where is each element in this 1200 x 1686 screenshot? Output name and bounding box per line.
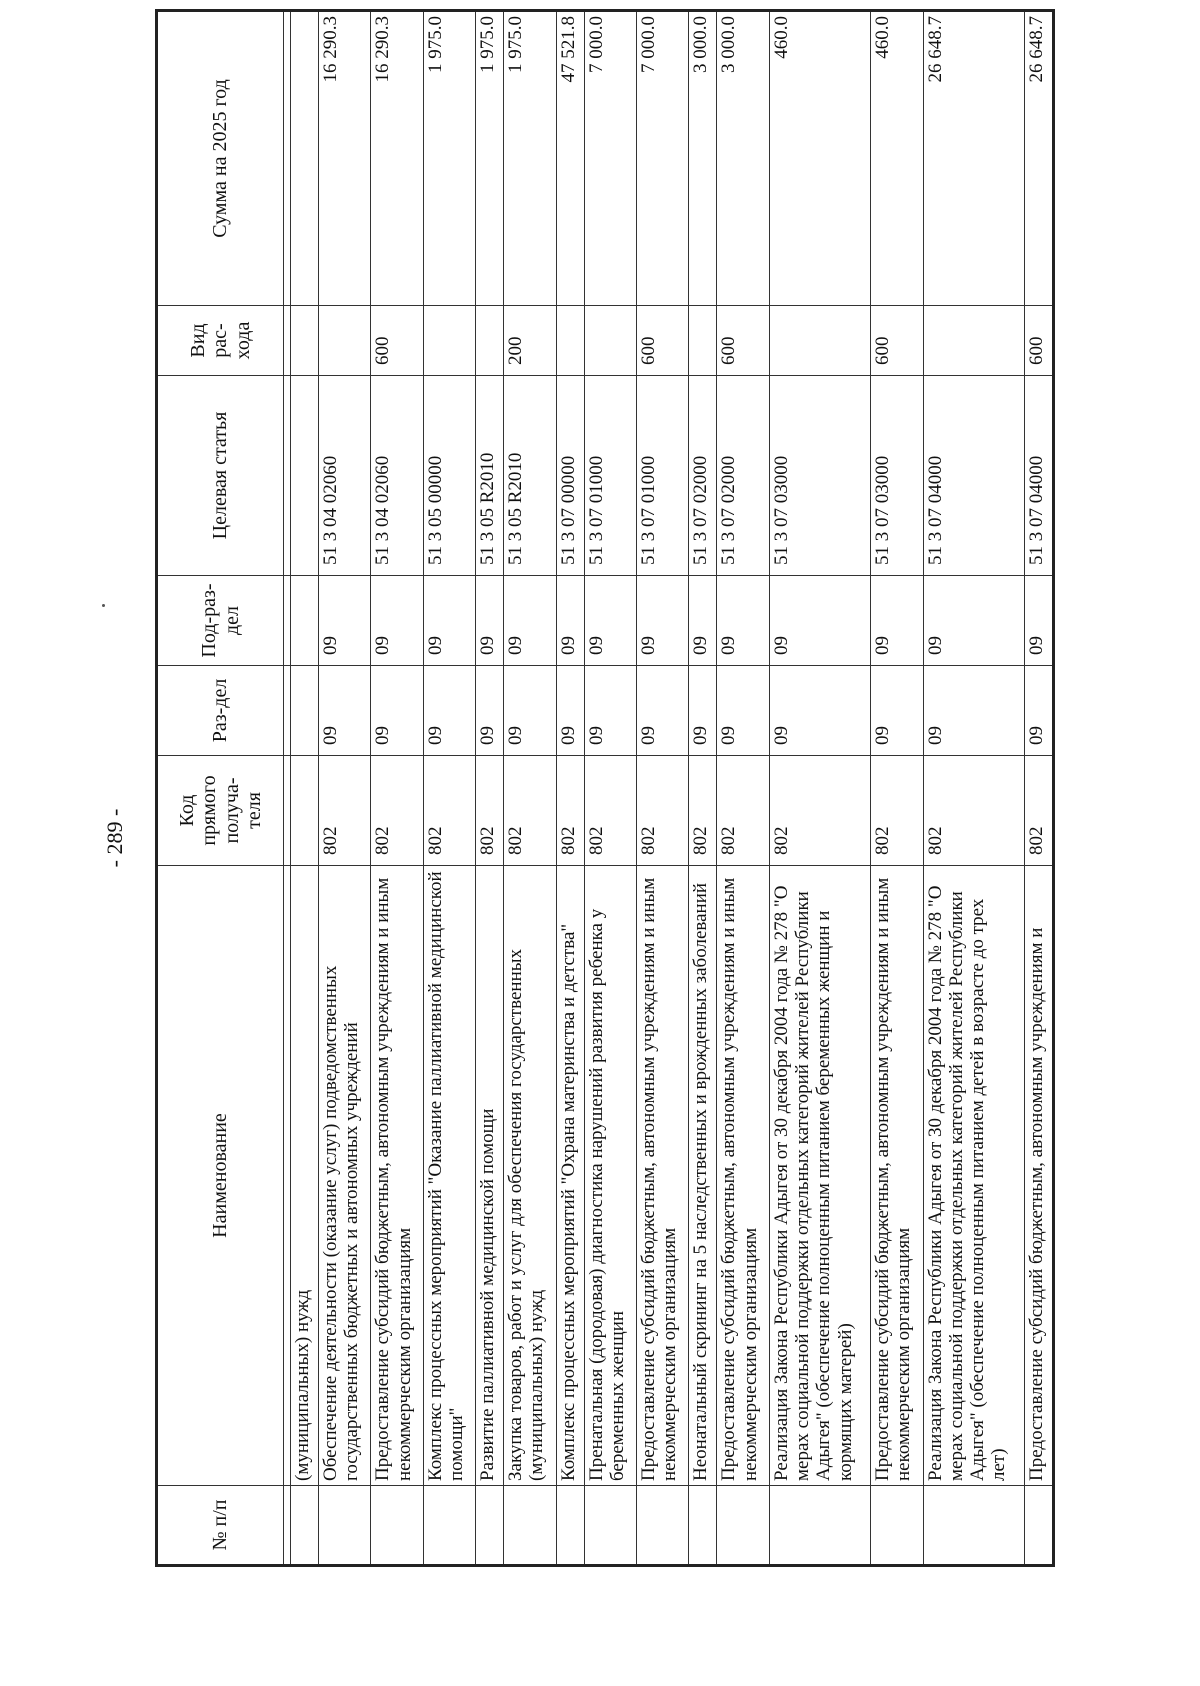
table-row <box>636 11 688 1566</box>
cell-target: 51 3 07 00000 <box>556 376 584 576</box>
cell-subsection: 09 <box>504 576 556 666</box>
cell-amount: 3 000.0 <box>689 11 717 306</box>
cell-no <box>1024 1486 1053 1566</box>
cell-no <box>371 1486 423 1566</box>
table-row <box>318 11 370 1566</box>
cell-name: Предоставление субсидий бюджетным, автономным учреждениям и иным некоммерческим организациям <box>717 866 769 1486</box>
table-row <box>871 11 923 1566</box>
cell-amount: 26 648.7 <box>1024 11 1053 306</box>
cell-section: 09 <box>476 666 504 756</box>
cell-section: 09 <box>584 666 636 756</box>
table-row <box>923 11 1024 1566</box>
cell-target: 51 3 05 R2010 <box>476 376 504 576</box>
cell-section: 09 <box>871 666 923 756</box>
cell-subsection: 09 <box>717 576 769 666</box>
cell-target: 51 3 05 00000 <box>423 376 475 576</box>
cell-section: 09 <box>423 666 475 756</box>
table-row <box>556 11 584 1566</box>
cell-subsection: 09 <box>1024 576 1053 666</box>
cell-subsection: 09 <box>423 576 475 666</box>
cell-amount: 3 000.0 <box>717 11 769 306</box>
cell-no <box>871 1486 923 1566</box>
cell-expense <box>423 306 475 376</box>
cell-amount <box>291 11 319 306</box>
cell-amount: 1 975.0 <box>476 11 504 306</box>
cell-target: 51 3 07 04000 <box>923 376 1024 576</box>
cell-no <box>476 1486 504 1566</box>
cell-recipient <box>291 756 319 866</box>
cell-recipient: 802 <box>717 756 769 866</box>
cell-name: Неонатальный скрининг на 5 наследственных и врожденных заболеваний <box>689 866 717 1486</box>
header-no: № п/п <box>157 1486 284 1566</box>
cell-name: Реализация Закона Республики Адыгея от 30 декабря 2004 года № 278 "О мерах социальной поддержки отдельных категорий жителей Республики Адыгея" (обеспечение полноценным питанием беременных женщин и кормящих матерей) <box>769 866 870 1486</box>
cell-target: 51 3 07 02000 <box>689 376 717 576</box>
cell-recipient: 802 <box>1024 756 1053 866</box>
cell-section: 09 <box>504 666 556 756</box>
cell-expense: 600 <box>636 306 688 376</box>
cell-section: 09 <box>371 666 423 756</box>
scan-speck <box>102 604 105 607</box>
spacer-row <box>284 11 291 1566</box>
cell-name: Предоставление субсидий бюджетным, автономным учреждениям и иным некоммерческим организациям <box>871 866 923 1486</box>
rotated-page-content <box>155 12 1055 1567</box>
cell-recipient: 802 <box>769 756 870 866</box>
cell-no <box>689 1486 717 1566</box>
cell-name: Развитие паллиативной медицинской помощи <box>476 866 504 1486</box>
cell-section <box>291 666 319 756</box>
cell-recipient: 802 <box>923 756 1024 866</box>
cell-expense <box>556 306 584 376</box>
cell-section: 09 <box>717 666 769 756</box>
cell-expense <box>476 306 504 376</box>
cell-amount: 460.0 <box>769 11 870 306</box>
cell-target: 51 3 07 04000 <box>1024 376 1053 576</box>
cell-recipient: 802 <box>636 756 688 866</box>
cell-subsection <box>291 576 319 666</box>
cell-amount: 26 648.7 <box>923 11 1024 306</box>
cell-amount: 1 975.0 <box>504 11 556 306</box>
cell-target: 51 3 07 02000 <box>717 376 769 576</box>
cell-no <box>318 1486 370 1566</box>
cell-section: 09 <box>318 666 370 756</box>
cell-target: 51 3 07 03000 <box>769 376 870 576</box>
cell-subsection: 09 <box>371 576 423 666</box>
cell-target: 51 3 05 R2010 <box>504 376 556 576</box>
cell-amount: 7 000.0 <box>636 11 688 306</box>
cell-name: Предоставление субсидий бюджетным, автономным учреждениям и иным некоммерческим организациям <box>371 866 423 1486</box>
cell-name: Предоставление субсидий бюджетным, автономным учреждениям и иным некоммерческим организациям <box>636 866 688 1486</box>
cell-recipient: 802 <box>504 756 556 866</box>
cell-no <box>504 1486 556 1566</box>
cell-name: Пренатальная (дородовая) диагностика нарушений развития ребенка у беременных женщин <box>584 866 636 1486</box>
table-row <box>504 11 556 1566</box>
cell-name: Закупка товаров, работ и услуг для обеспечения государственных (муниципальных) нужд <box>504 866 556 1486</box>
header-expense: Вид рас-хода <box>157 306 284 376</box>
cell-expense: 600 <box>1024 306 1053 376</box>
cell-no <box>291 1486 319 1566</box>
cell-name: (муниципальных) нужд <box>291 866 319 1486</box>
table-row <box>689 11 717 1566</box>
cell-amount: 16 290.3 <box>371 11 423 306</box>
cell-recipient: 802 <box>476 756 504 866</box>
cell-recipient: 802 <box>689 756 717 866</box>
cell-target: 51 3 07 01000 <box>636 376 688 576</box>
cell-subsection: 09 <box>584 576 636 666</box>
cell-expense <box>318 306 370 376</box>
cell-amount: 7 000.0 <box>584 11 636 306</box>
cell-amount: 47 521.8 <box>556 11 584 306</box>
cell-no <box>556 1486 584 1566</box>
table-row <box>371 11 423 1566</box>
cell-target: 51 3 04 02060 <box>371 376 423 576</box>
cell-no <box>423 1486 475 1566</box>
cell-no <box>636 1486 688 1566</box>
header-recipient: Код прямого получа-теля <box>157 756 284 866</box>
cell-target: 51 3 07 01000 <box>584 376 636 576</box>
cell-expense <box>923 306 1024 376</box>
cell-recipient: 802 <box>584 756 636 866</box>
header-name: Наименование <box>157 866 284 1486</box>
cell-name: Комплекс процессных мероприятий "Оказание паллиативной медицинской помощи" <box>423 866 475 1486</box>
cell-amount: 16 290.3 <box>318 11 370 306</box>
cell-subsection: 09 <box>476 576 504 666</box>
cell-recipient: 802 <box>423 756 475 866</box>
cell-section: 09 <box>556 666 584 756</box>
cell-recipient: 802 <box>871 756 923 866</box>
cell-no <box>769 1486 870 1566</box>
page-number: - 289 - <box>102 808 127 868</box>
cell-no <box>923 1486 1024 1566</box>
cell-section: 09 <box>689 666 717 756</box>
cell-subsection: 09 <box>871 576 923 666</box>
cell-name: Реализация Закона Республики Адыгея от 30 декабря 2004 года № 278 "О мерах социальной поддержки отдельных категорий жителей Республики Адыгея" (обеспечение полноценным питанием детей в возрасте до трех лет) <box>923 866 1024 1486</box>
header-amount: Сумма на 2025 год <box>157 11 284 306</box>
cell-subsection: 09 <box>923 576 1024 666</box>
cell-subsection: 09 <box>556 576 584 666</box>
cell-no <box>584 1486 636 1566</box>
cell-name: Обеспечение деятельности (оказание услуг) подведомственных государственных бюджетных и автономных учреждений <box>318 866 370 1486</box>
table-row <box>476 11 504 1566</box>
cell-subsection: 09 <box>636 576 688 666</box>
cell-expense: 200 <box>504 306 556 376</box>
header-section: Раз-дел <box>157 666 284 756</box>
cell-target: 51 3 04 02060 <box>318 376 370 576</box>
cell-expense: 600 <box>871 306 923 376</box>
cell-name: Предоставление субсидий бюджетным, автономным учреждениям и <box>1024 866 1053 1486</box>
cell-subsection: 09 <box>689 576 717 666</box>
budget-table <box>155 9 1055 1567</box>
cell-subsection: 09 <box>769 576 870 666</box>
cell-target: 51 3 07 03000 <box>871 376 923 576</box>
table-row <box>717 11 769 1566</box>
table-row <box>769 11 870 1566</box>
cell-no <box>717 1486 769 1566</box>
cell-expense <box>769 306 870 376</box>
cell-expense <box>291 306 319 376</box>
cell-section: 09 <box>1024 666 1053 756</box>
cell-name: Комплекс процессных мероприятий "Охрана материнства и детства" <box>556 866 584 1486</box>
cell-section: 09 <box>923 666 1024 756</box>
table-row <box>291 11 319 1566</box>
header-row <box>157 11 284 1566</box>
cell-section: 09 <box>769 666 870 756</box>
cell-recipient: 802 <box>371 756 423 866</box>
cell-subsection: 09 <box>318 576 370 666</box>
cell-expense <box>689 306 717 376</box>
header-target: Целевая статья <box>157 376 284 576</box>
cell-amount: 460.0 <box>871 11 923 306</box>
table-row <box>584 11 636 1566</box>
cell-section: 09 <box>636 666 688 756</box>
cell-expense: 600 <box>717 306 769 376</box>
cell-amount: 1 975.0 <box>423 11 475 306</box>
cell-expense: 600 <box>371 306 423 376</box>
cell-recipient: 802 <box>556 756 584 866</box>
cell-recipient: 802 <box>318 756 370 866</box>
header-subsection: Под-раз-дел <box>157 576 284 666</box>
table-row <box>423 11 475 1566</box>
cell-expense <box>584 306 636 376</box>
table-row <box>1024 11 1053 1566</box>
cell-target <box>291 376 319 576</box>
